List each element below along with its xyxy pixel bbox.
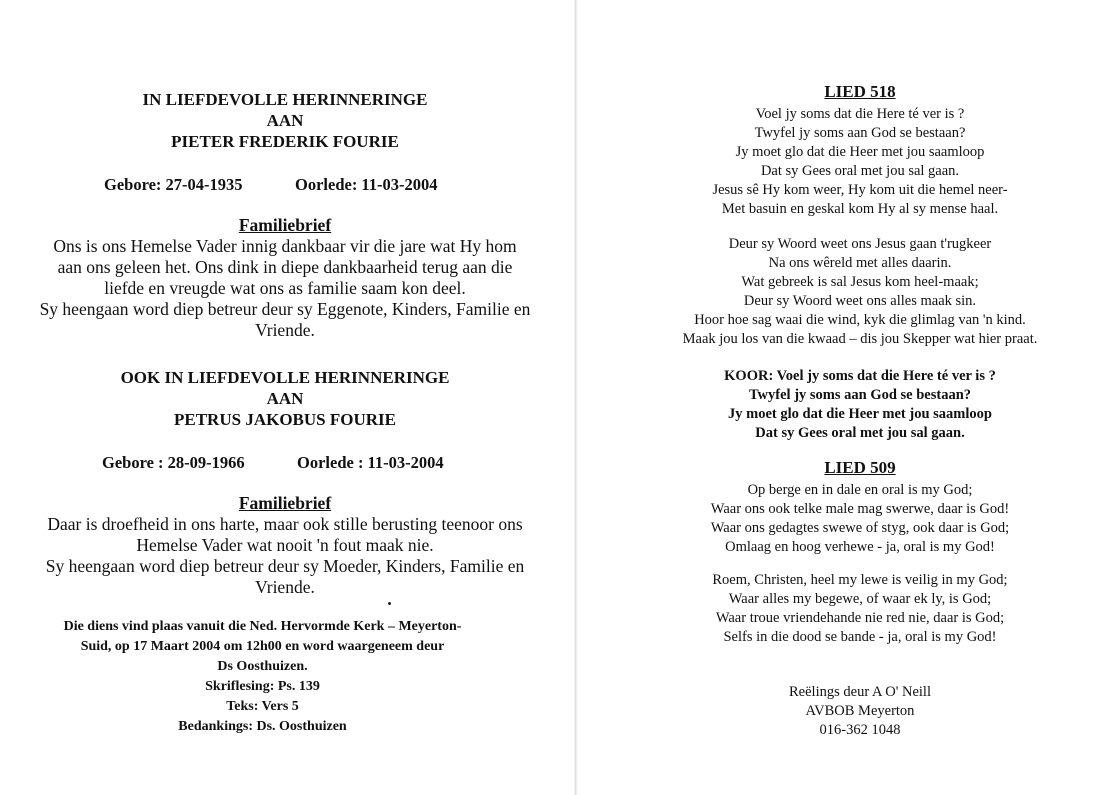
print-speck xyxy=(388,602,391,605)
letter-line: Ons is ons Hemelse Vader innig dankbaar vir die jare wat Hy hom xyxy=(53,236,517,256)
right-page xyxy=(580,0,1102,795)
service-thanks: Bedankings: Ds. Oosthuizen xyxy=(178,719,347,734)
hymn1-verse1 xyxy=(580,105,1102,219)
hymn1-verse2 xyxy=(580,235,1102,349)
letter-line: aan ons geleen het. Ons dink in diepe dankbaarheid terug aan die xyxy=(57,257,513,277)
lyric-line: Maak jou los van die kwaad – dis jou Skepper wat hier praat. xyxy=(682,331,1038,347)
lyric-line: Jy moet glo dat die Heer met jou saamloop xyxy=(735,144,985,160)
letter-line: Daar is droefheid in ons harte, maar ook stille berusting teenoor ons xyxy=(47,514,523,534)
memorial1-letter xyxy=(0,236,570,341)
lyric-line: Selfs in die dood se bande - ja, oral is my God! xyxy=(723,629,997,645)
memorial1-died: Oorlede: 11-03-2004 xyxy=(295,175,438,194)
letter-line: Vriende. xyxy=(255,577,315,597)
chorus-line: Twyfel jy soms aan God se bestaan? xyxy=(748,387,972,403)
lyric-line: Roem, Christen, heel my lewe is veilig in my God; xyxy=(712,572,1008,588)
hymn2-verse1 xyxy=(580,481,1102,557)
service-reading: Skriflesing: Ps. 139 xyxy=(205,679,320,694)
memorial2-name: PETRUS JAKOBUS FOURIE xyxy=(174,410,396,429)
chorus-line: Jy moet glo dat die Heer met jou saamloop xyxy=(728,406,992,422)
credits-line2: AVBOB Meyerton xyxy=(805,703,915,719)
lyric-line: Op berge en in dale en oral is my God; xyxy=(747,482,973,498)
memorial2-letter xyxy=(0,514,570,598)
memorial1-heading xyxy=(0,89,570,152)
memorial1-letter-title: Familiebrief xyxy=(238,215,332,235)
letter-line: Hemelse Vader wat nooit 'n fout maak nie. xyxy=(136,535,434,555)
letter-line: Sy heengaan word diep betreur deur sy Eggenote, Kinders, Familie en xyxy=(39,299,531,319)
service-details xyxy=(0,617,525,737)
service-line: Ds Oosthuizen. xyxy=(217,659,308,674)
chorus-line: KOOR: Voel jy soms dat die Here té ver is ? xyxy=(724,368,996,384)
lyric-line: Hoor hoe sag waai die wind, kyk die glimlag van 'n kind. xyxy=(694,312,1026,328)
hymn1-chorus xyxy=(580,367,1102,443)
memorial2-born: Gebore : 28-09-1966 xyxy=(102,453,245,472)
chorus-line: Dat sy Gees oral met jou sal gaan. xyxy=(755,425,965,441)
memorial2-line1: OOK IN LIEFDEVOLLE HERINNERINGE xyxy=(120,368,450,387)
memorial2-heading xyxy=(0,367,570,430)
memorial1-line2: AAN xyxy=(266,111,304,130)
page-fold xyxy=(574,0,578,795)
lyric-line: Waar troue vriendehande nie red nie, daar is God; xyxy=(715,610,1005,626)
service-line: Die diens vind plaas vanuit die Ned. Hervormde Kerk – Meyerton- xyxy=(63,619,462,634)
memorial1-born: Gebore: 27-04-1935 xyxy=(104,175,243,194)
lyric-line: Met basuin en geskal kom Hy al sy mense haal. xyxy=(721,201,999,217)
memorial2-line2: AAN xyxy=(266,389,304,408)
hymn2-verse2 xyxy=(580,571,1102,647)
letter-line: Sy heengaan word diep betreur deur sy Moeder, Kinders, Familie en xyxy=(45,556,525,576)
letter-line: liefde en vreugde wat ons as familie saam kon deel. xyxy=(104,278,466,298)
service-line: Suid, op 17 Maart 2004 om 12h00 en word waargeneem deur xyxy=(80,639,445,654)
lyric-line: Waar ons ook telke male mag swerwe, daar is God! xyxy=(710,501,1010,517)
lyric-line: Jesus sê Hy kom weer, Hy kom uit die hemel neer- xyxy=(712,182,1008,198)
credits-line1: Reëlings deur A O' Neill xyxy=(789,684,931,700)
lyric-line: Twyfel jy soms aan God se bestaan? xyxy=(754,125,966,141)
lyric-line: Omlaag en hoog verhewe - ja, oral is my God! xyxy=(725,539,995,555)
lyric-line: Voel jy soms dat die Here té ver is ? xyxy=(755,106,965,122)
memorial1-name: PIETER FREDERIK FOURIE xyxy=(171,132,399,151)
lyric-line: Wat gebreek is sal Jesus kom heel-maak; xyxy=(741,274,979,290)
hymn1-title: LIED 518 xyxy=(824,82,896,101)
lyric-line: Dat sy Gees oral met jou sal gaan. xyxy=(760,163,960,179)
lyric-line: Deur sy Woord weet ons Jesus gaan t'rugkeer xyxy=(728,236,992,252)
credits xyxy=(580,683,1102,740)
lyric-line: Waar alles my begewe, of waar ek ly, is God; xyxy=(728,591,992,607)
memorial2-died: Oorlede : 11-03-2004 xyxy=(297,453,444,472)
lyric-line: Deur sy Woord weet ons alles maak sin. xyxy=(743,293,977,309)
credits-line3: 016-362 1048 xyxy=(819,722,901,738)
service-text: Teks: Vers 5 xyxy=(226,699,299,714)
lyric-line: Na ons wêreld met alles daarin. xyxy=(768,255,952,271)
lyric-line: Waar ons gedagtes swewe of styg, ook daar is God; xyxy=(710,520,1010,536)
hymn2-title: LIED 509 xyxy=(824,458,896,477)
memorial2-letter-title: Familiebrief xyxy=(238,493,332,513)
memorial1-line1: IN LIEFDEVOLLE HERINNERINGE xyxy=(142,90,428,109)
letter-line: Vriende. xyxy=(255,320,315,340)
